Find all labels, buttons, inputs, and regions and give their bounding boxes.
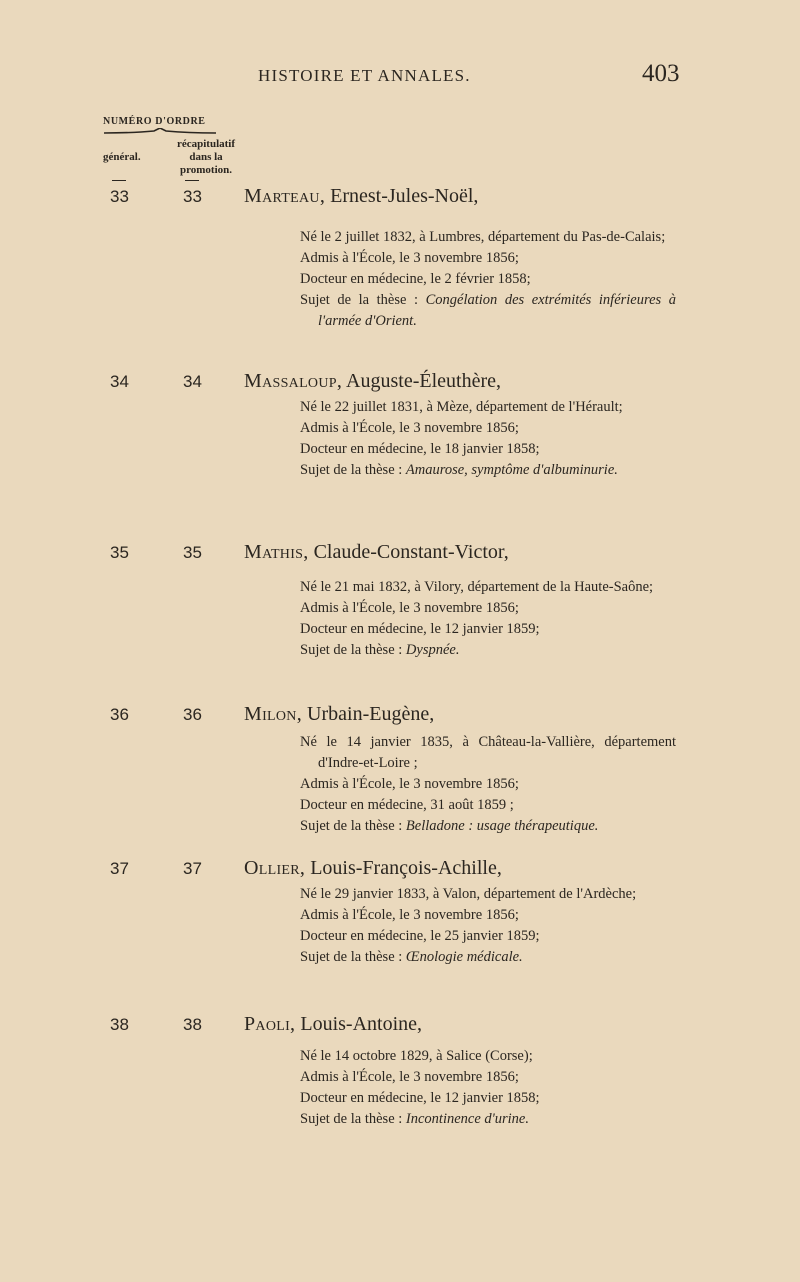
entry-thesis (300, 947, 676, 968)
thesis-prefix: Sujet de la thèse : (300, 642, 403, 658)
entry-name (244, 370, 501, 393)
entry-surname: Ollier, (244, 857, 306, 879)
entry-thesis (300, 290, 676, 332)
entry-number-general: 38 (110, 1015, 129, 1034)
entry-surname: Massaloup, (244, 370, 343, 392)
entry-birth: Né le 21 mai 1832, à Vilory, département de la Haute-Saône; (300, 579, 654, 595)
entry-number-recap: 35 (183, 543, 202, 562)
entry-doctorate: Docteur en médecine, le 25 janvier 1859; (300, 928, 540, 944)
entry-doctorate: Docteur en médecine, le 2 février 1858; (300, 271, 531, 287)
entry-given-names: Urbain-Eugène, (307, 703, 435, 725)
entry-doctorate: Docteur en médecine, 31 août 1859 ; (300, 797, 514, 813)
entry-birth: Né le 22 juillet 1831, à Mèze, département de l'Hérault; (300, 399, 623, 415)
thesis-title: Belladone : usage thérapeutique. (405, 818, 599, 834)
thesis-prefix: Sujet de la thèse : (300, 949, 403, 965)
entry-details (300, 227, 676, 332)
entry-given-names: Louis-François-Achille, (310, 857, 502, 879)
entry-number-recap: 36 (183, 705, 202, 724)
entry-admission: Admis à l'École, le 3 novembre 1856; (300, 776, 519, 792)
entry-name (244, 185, 478, 208)
thesis-title: Amaurose, symptôme d'albuminurie. (405, 462, 618, 478)
column-rule-general (112, 180, 126, 181)
column-header-general: général. (103, 151, 141, 163)
entry-surname: Milon, (244, 703, 303, 725)
entry-birth: Né le 2 juillet 1832, à Lumbres, département du Pas-de-Calais; (300, 229, 666, 245)
recap-line-3: promotion. (179, 164, 233, 176)
entry-thesis (300, 640, 676, 661)
running-head: HISTOIRE ET ANNALES. (258, 66, 471, 85)
entry-surname: Paoli, (244, 1013, 296, 1035)
entry-admission: Admis à l'École, le 3 novembre 1856; (300, 250, 519, 266)
entry-surname: Mathis, (244, 541, 309, 563)
recap-line-1: récapitulatif (176, 138, 236, 150)
entry-admission: Admis à l'École, le 3 novembre 1856; (300, 420, 519, 436)
entry-number-recap: 38 (183, 1015, 202, 1034)
entry-surname: Marteau, (244, 185, 326, 207)
entry-number-recap: 34 (183, 372, 202, 391)
thesis-prefix: Sujet de la thèse : (300, 818, 403, 834)
entry-admission: Admis à l'École, le 3 novembre 1856; (300, 907, 519, 923)
thesis-prefix: Sujet de la thèse : (300, 462, 403, 478)
column-header-title: NUMÉRO D'ORDRE (103, 116, 206, 127)
entry-birth: Né le 14 octobre 1829, à Salice (Corse); (300, 1048, 533, 1064)
entry-details (300, 884, 676, 968)
thesis-title: Œnologie médicale. (405, 949, 523, 965)
entry-doctorate: Docteur en médecine, le 12 janvier 1859; (300, 621, 540, 637)
entry-name (244, 541, 509, 564)
entry-number-general: 34 (110, 372, 129, 391)
column-header-recap (175, 138, 237, 177)
entry-name (244, 857, 502, 880)
entry-doctorate: Docteur en médecine, le 12 janvier 1858; (300, 1090, 540, 1106)
entry-details (300, 732, 676, 837)
thesis-title: Dyspnée. (405, 642, 460, 658)
entry-given-names: Claude-Constant-Victor, (313, 541, 509, 563)
entry-given-names: Ernest-Jules-Noël, (330, 185, 479, 207)
entry-given-names: Louis-Antoine, (300, 1013, 423, 1035)
entry-name (244, 1013, 422, 1036)
thesis-title: Congélation des extrémités inférieures à l'armée d'Orient. (318, 292, 676, 329)
entry-details (300, 577, 676, 661)
thesis-prefix: Sujet de la thèse : (300, 292, 419, 308)
entry-admission: Admis à l'École, le 3 novembre 1856; (300, 1069, 519, 1085)
entry-number-general: 35 (110, 543, 129, 562)
entry-thesis (300, 1109, 676, 1130)
entry-admission: Admis à l'École, le 3 novembre 1856; (300, 600, 519, 616)
entry-birth: Né le 14 janvier 1835, à Château-la-Vallière, département d'Indre-et-Loire ; (300, 734, 676, 771)
entry-birth: Né le 29 janvier 1833, à Valon, département de l'Ardèche; (300, 886, 637, 902)
thesis-title: Incontinence d'urine. (405, 1111, 529, 1127)
entry-thesis (300, 816, 676, 837)
column-rule-recap (185, 180, 199, 181)
entry-thesis (300, 460, 676, 481)
entry-number-recap: 33 (183, 187, 202, 206)
entry-details (300, 1046, 676, 1130)
entry-given-names: Auguste-Éleuthère, (346, 370, 501, 392)
page-number: 403 (642, 60, 680, 87)
thesis-prefix: Sujet de la thèse : (300, 1111, 403, 1127)
entry-number-general: 33 (110, 187, 129, 206)
recap-line-2: dans la (189, 151, 223, 163)
brace-divider (104, 128, 216, 134)
entry-details (300, 397, 676, 481)
entry-number-recap: 37 (183, 859, 202, 878)
entry-number-general: 37 (110, 859, 129, 878)
entry-doctorate: Docteur en médecine, le 18 janvier 1858; (300, 441, 540, 457)
entry-number-general: 36 (110, 705, 129, 724)
entry-name (244, 703, 434, 726)
